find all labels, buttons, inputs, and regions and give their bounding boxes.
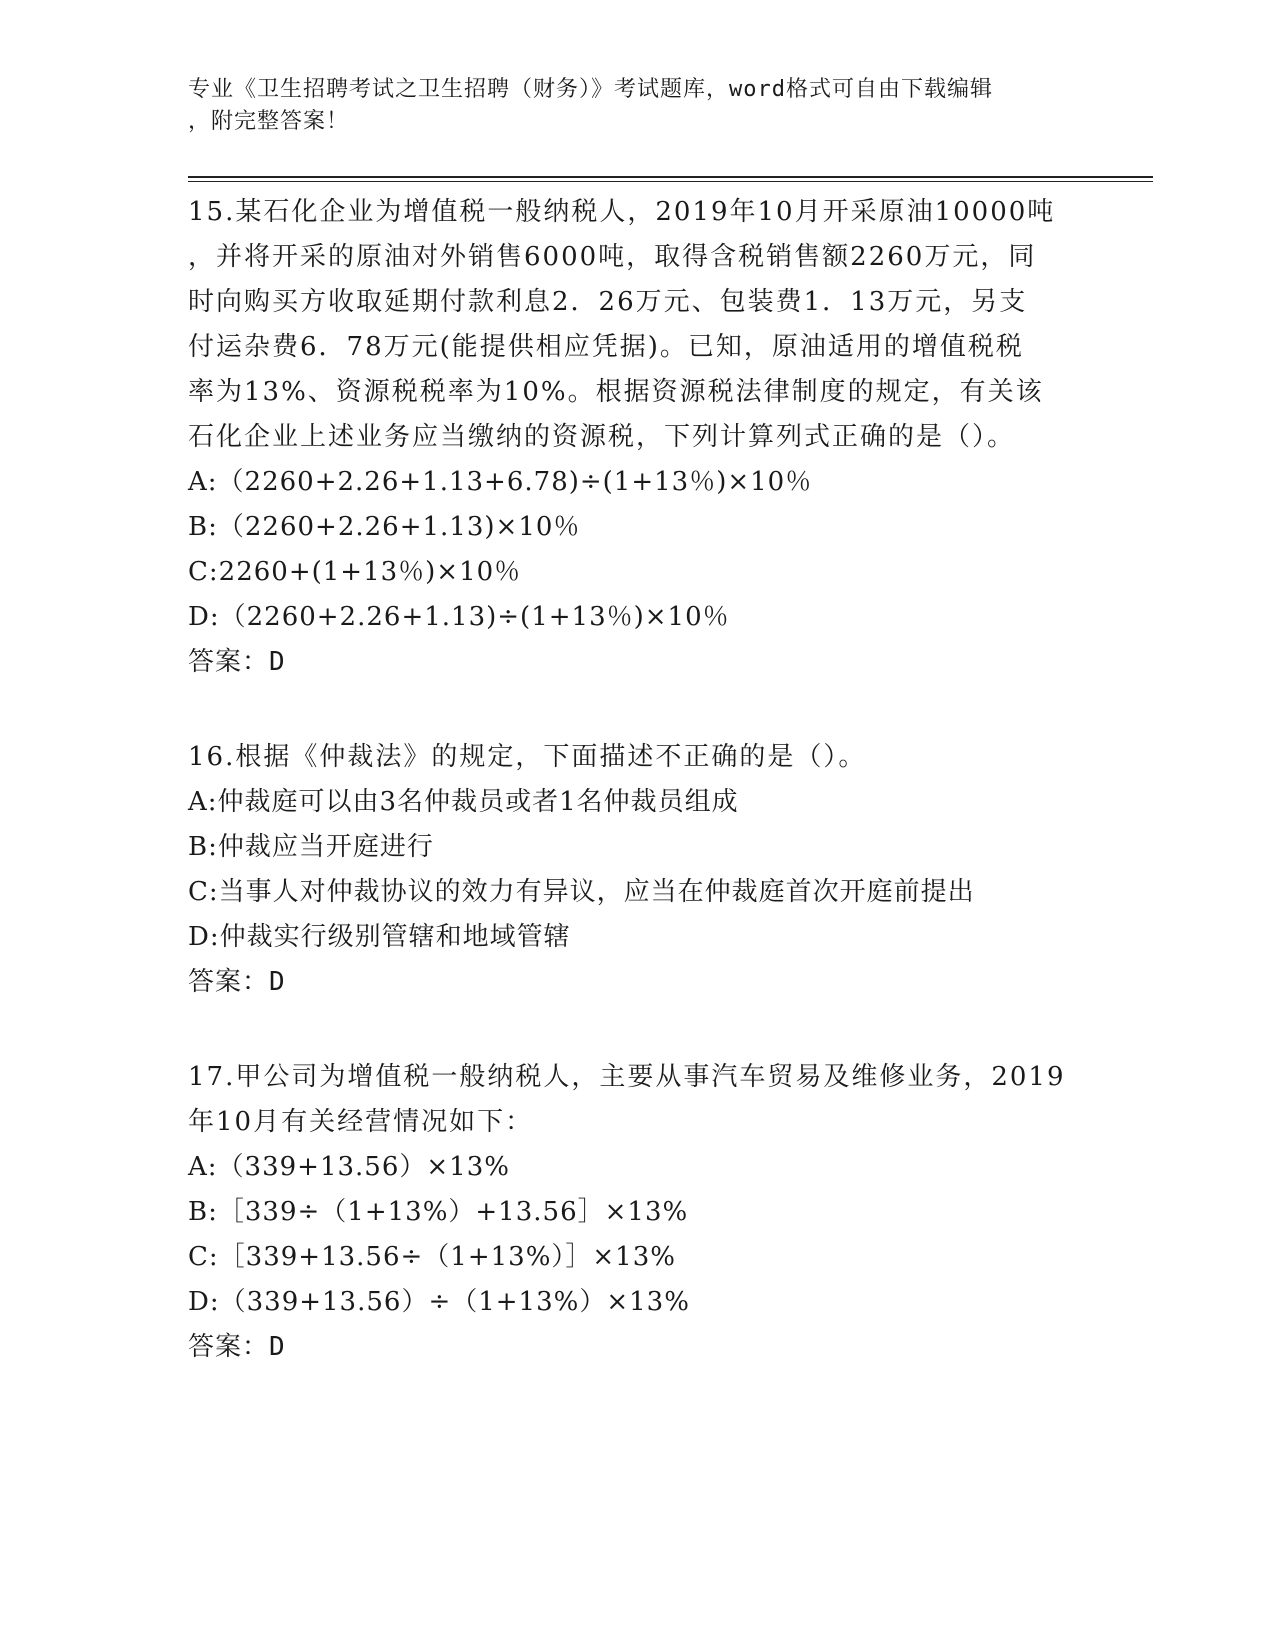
answer: 答案：D [188, 647, 286, 677]
question-stem [188, 1055, 1078, 1145]
stem-line: 16.根据《仲裁法》的规定，下面描述不正确的是（）。 [188, 742, 867, 772]
option-a: A:（339+13.56）×13% [188, 1152, 510, 1182]
option-b: B:［339÷（1+13%）+13.56］×13% [188, 1197, 689, 1227]
header-line-2: ，附完整答案！ [188, 109, 350, 134]
header-divider [188, 176, 1153, 182]
option-b: B:仲裁应当开庭进行 [188, 832, 434, 862]
stem-line: ，并将开采的原油对外销售6000吨，取得含税销售额2260万元，同 [188, 242, 1037, 272]
question-stem [188, 735, 1078, 780]
stem-line: 年10月有关经营情况如下： [188, 1107, 534, 1137]
stem-line: 15.某石化企业为增值税一般纳税人，2019年10月开采原油10000吨 [188, 197, 1056, 227]
option-d: D:（339+13.56）÷（1+13%）×13% [188, 1287, 690, 1317]
option-c: C:［339+13.56÷（1+13%）］×13% [188, 1242, 676, 1272]
question-15 [188, 190, 1078, 685]
option-b: B:（2260+2.26+1.13)×10％ [188, 512, 581, 542]
document-header [188, 74, 1088, 138]
stem-line: 率为13%、资源税税率为10%。根据资源税法律制度的规定，有关该 [188, 377, 1044, 407]
stem-line: 付运杂费6．78万元(能提供相应凭据)。已知，原油适用的增值税税 [188, 332, 1024, 362]
question-stem [188, 190, 1078, 460]
header-line-1: 专业《卫生招聘考试之卫生招聘（财务）》考试题库，word格式可自由下载编辑 [188, 77, 993, 102]
option-d: D:（2260+2.26+1.13)÷(1+13％)×10％ [188, 602, 730, 632]
question-16 [188, 735, 1078, 1005]
option-a: A:仲裁庭可以由3名仲裁员或者1名仲裁员组成 [188, 787, 739, 817]
option-c: C:2260+(1+13％)×10％ [188, 557, 522, 587]
answer: 答案：D [188, 1332, 286, 1362]
question-17 [188, 1055, 1078, 1370]
answer: 答案：D [188, 967, 286, 997]
stem-line: 石化企业上述业务应当缴纳的资源税，下列计算列式正确的是（）。 [188, 422, 1016, 452]
option-c: C:当事人对仲裁协议的效力有异议，应当在仲裁庭首次开庭前提出 [188, 877, 975, 907]
stem-line: 时向购买方收取延期付款利息2．26万元、包装费1．13万元，另支 [188, 287, 1028, 317]
option-d: D:仲裁实行级别管辖和地域管辖 [188, 922, 571, 952]
stem-line: 17.甲公司为增值税一般纳税人，主要从事汽车贸易及维修业务，2019 [188, 1062, 1066, 1092]
option-a: A:（2260+2.26+1.13+6.78)÷(1+13％)×10％ [188, 467, 813, 497]
